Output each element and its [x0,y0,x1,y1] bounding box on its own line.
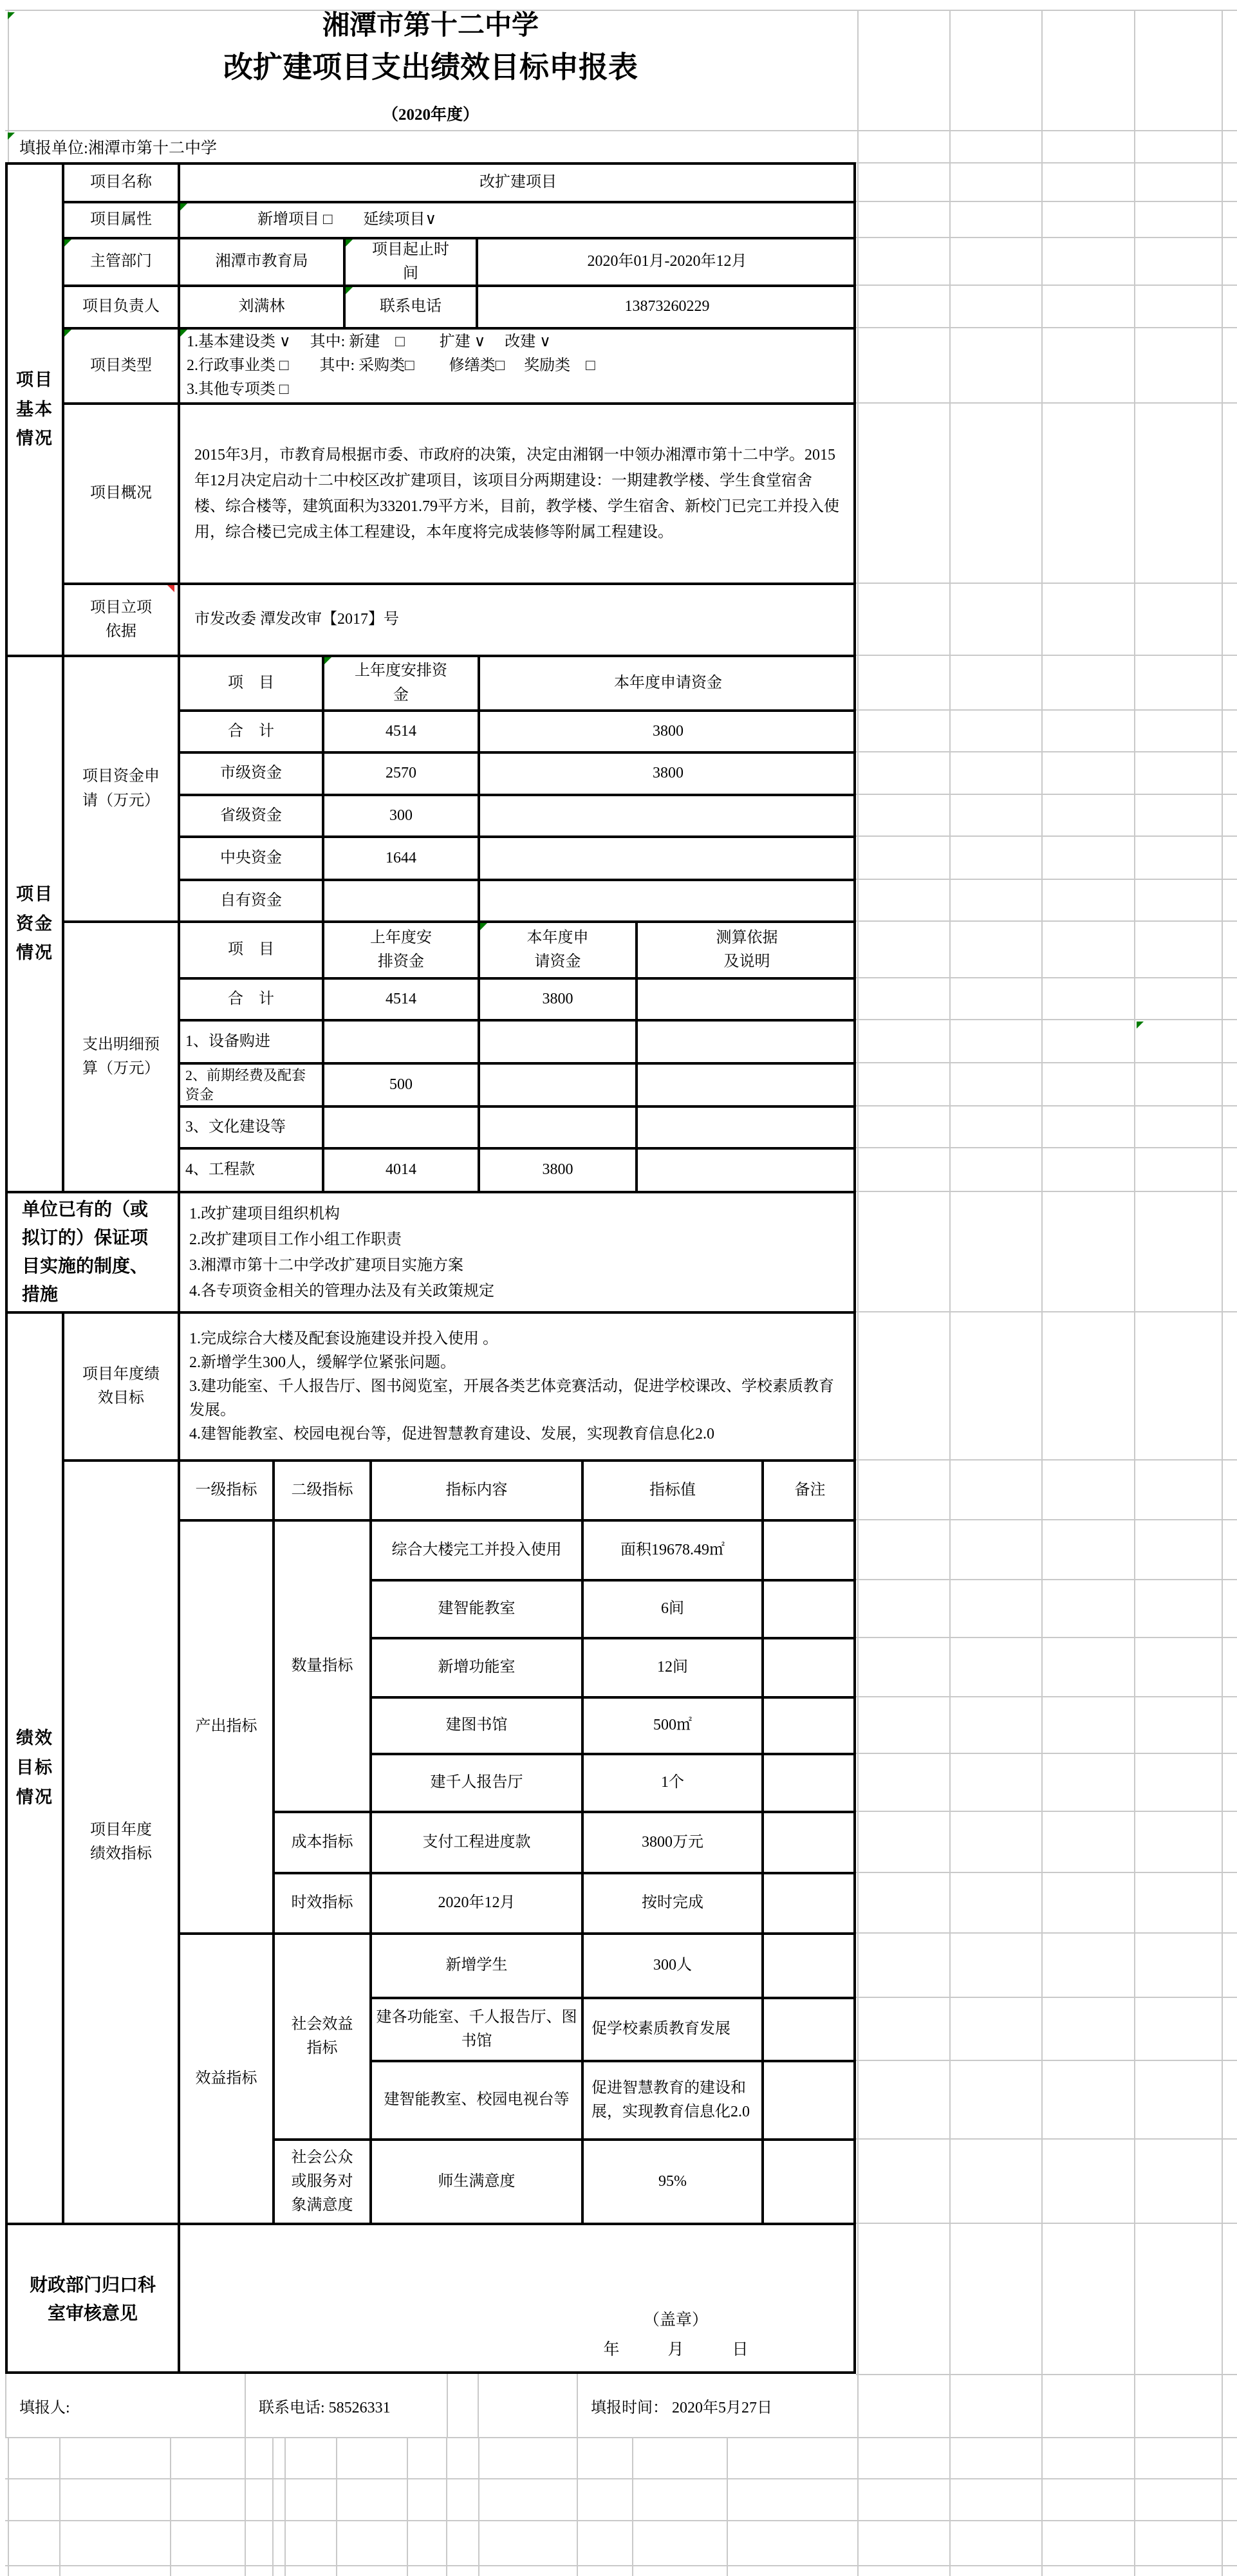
type-label: 项目类型 [62,327,178,402]
goal-line-4: 4.建智能教室、校园电视台等，促进智慧教育建设、发展，实现教育信息化2.0 [189,1425,714,1442]
detail-row-item: 2、前期经费及配套资金 [178,1062,322,1105]
indicator-content: 师生满意度 [369,2138,581,2223]
green-corner-marker [64,239,71,247]
level2-social: 社会效益指标 [272,1932,369,2138]
leader-label: 项目负责人 [62,285,178,327]
detail-col-prev: 上年度安排资金 [322,920,478,977]
indicator-note [761,1637,856,1696]
indicator-note [761,1997,856,2060]
detail-row-curr [478,1062,635,1105]
goal-line-1: 1.完成综合大楼及配套设施建设并投入使用 。 [189,1330,498,1347]
level2-quantity: 数量指标 [272,1519,369,1811]
funding-col-item: 项 目 [178,655,322,709]
funding-request-label: 项目资金申请（万元） [62,655,178,920]
detail-row-prev [322,1019,478,1062]
measure-line-3: 3.湘潭市第十二中学改扩建项目实施方案 [189,1256,463,1274]
footer-empty-cell [447,2374,478,2437]
funding-col-prev: 上年度安排资金 [322,655,478,709]
header-content: 指标内容 [369,1459,581,1519]
section-funding: 项目资金情况 [5,655,62,1191]
green-corner-marker [180,203,187,210]
green-corner-marker [180,330,187,337]
indicator-value: 95% [581,2138,761,2223]
type-line-1: 1.基本建设类 ∨ 其中: 新建 □ 扩建 ∨ 改建 ∨ [187,333,551,350]
green-corner-marker [346,287,353,294]
overview-value: 2015年3月，市教育局根据市委、市政府的决策，决定由湘钢一中领办湘潭市第十二中学。2015年12月决定启动十二中校区改扩建项目，该项目分两期建设：一期建教学楼、学生食堂宿舍楼、综合楼等，建筑面积为33201.79平方米，目前，教学楼、学生宿舍、新校门已完工并投入使用，综合楼已完成主体工程建设，本年度将完成装修等附属工程建设。 [178,402,856,583]
indicator-content: 新增功能室 [369,1637,581,1696]
measures-value [178,1191,856,1311]
type-line-3: 3.其他专项类 □ [187,381,289,398]
funding-row-item: 自有资金 [178,879,322,920]
detail-col-item: 项 目 [178,920,322,977]
indicator-value: 500㎡ [581,1696,761,1753]
project-attr-label: 项目属性 [62,201,178,237]
indicator-note [761,2138,856,2223]
indicator-note [761,1519,856,1579]
funding-row-item: 省级资金 [178,794,322,835]
funding-row-curr [478,794,856,835]
level2-satisfaction: 社会公众或服务对象满意度 [272,2138,369,2223]
indicator-content: 建各功能室、千人报告厅、图书馆 [369,1997,581,2060]
header-note: 备注 [761,1459,856,1519]
level1-benefit: 效益指标 [178,1932,272,2223]
header-level2: 二级指标 [272,1459,369,1519]
detail-row-item: 3、文化建设等 [178,1105,322,1147]
section-basic-info: 项目基本情况 [5,162,62,655]
funding-row-prev [322,879,478,920]
funding-row-item: 市级资金 [178,751,322,794]
detail-row-prev: 500 [322,1062,478,1105]
period-label: 项目起止时间 [343,237,476,285]
detail-row-curr [478,1105,635,1147]
review-value [178,2223,856,2374]
indicator-value: 12间 [581,1637,761,1696]
footer-date: 填报时间： 2020年5月27日 [577,2374,857,2437]
header-value: 指标值 [581,1459,761,1519]
indicator-value: 300人 [581,1932,761,1997]
section-performance: 绩效目标情况 [5,1311,62,2223]
measure-line-2: 2.改扩建项目工作小组工作职责 [189,1231,402,1248]
funding-col-curr: 本年度申请资金 [478,655,856,709]
measures-label: 单位已有的（或拟订的）保证项目实施的制度、措施 [5,1191,178,1311]
indicator-value: 1个 [581,1753,761,1811]
review-date-line: 年 月 日 [603,2341,749,2358]
project-name-value: 改扩建项目 [178,162,856,201]
detail-row-prev: 4014 [322,1147,478,1191]
title-row-1 [5,10,856,39]
detail-row-note [635,1105,856,1147]
funding-row-prev: 2570 [322,751,478,794]
funding-row-curr [478,879,856,920]
footer-empty-cell [478,2374,577,2437]
reporting-unit: 填报单位:湘潭市第十二中学 [19,140,217,157]
green-corner-marker [64,330,71,337]
indicator-content: 支付工程进度款 [369,1811,581,1872]
type-line-2: 2.行政事业类 □ 其中: 采购类□ 修缮类□ 奖励类 □ [187,357,595,374]
funding-row-prev: 4514 [322,709,478,751]
goal-value [178,1311,856,1459]
level2-time: 时效指标 [272,1872,369,1932]
footer-reporter: 填报人: [5,2374,245,2437]
period-value: 2020年01月-2020年12月 [476,237,856,285]
detail-row-item: 1、设备购进 [178,1019,322,1062]
green-corner-marker [8,12,15,19]
detail-row-item: 4、工程款 [178,1147,322,1191]
level1-output: 产出指标 [178,1519,272,1932]
funding-row-curr: 3800 [478,709,856,751]
detail-row-curr: 3800 [478,977,635,1019]
measure-line-4: 4.各专项资金相关的管理办法及有关政策规定 [189,1282,494,1300]
phone-label: 联系电话 [343,285,476,327]
indicator-content: 建图书馆 [369,1696,581,1753]
funding-row-item: 中央资金 [178,835,322,879]
indicator-note [761,1696,856,1753]
detail-budget-label: 支出明细预算（万元） [62,920,178,1191]
project-attr-value: 新增项目 □ 延续项目∨ [178,201,856,237]
detail-row-note [635,1019,856,1062]
indicator-value: 促学校素质教育发展 [581,1997,761,2060]
indicator-note [761,1932,856,1997]
basis-value: 市发改委 潭发改审【2017】号 [178,583,856,655]
indicator-value: 促进智慧教育的建设和展，实现教育信息化2.0 [581,2060,761,2138]
dept-label: 主管部门 [62,237,178,285]
indicator-content: 建智能教室、校园电视台等 [369,2060,581,2138]
detail-row-curr [478,1019,635,1062]
indicator-content: 综合大楼完工并投入使用 [369,1519,581,1579]
review-label: 财政部门归口科室审核意见 [5,2223,178,2374]
funding-row-curr: 3800 [478,751,856,794]
detail-row-curr: 3800 [478,1147,635,1191]
type-value [178,327,856,402]
detail-row-note [635,1147,856,1191]
green-corner-marker [8,133,15,140]
green-corner-marker [1137,1022,1144,1029]
indicator-note [761,1753,856,1811]
indicator-content: 建智能教室 [369,1579,581,1637]
leader-value: 刘满林 [178,285,343,327]
overview-label: 项目概况 [62,402,178,583]
detail-col-curr: 本年度申请资金 [478,920,635,977]
funding-row-item: 合 计 [178,709,322,751]
detail-row-prev: 4514 [322,977,478,1019]
indicator-note [761,1811,856,1872]
funding-row-prev: 300 [322,794,478,835]
indicator-value: 6间 [581,1579,761,1637]
project-name-label: 项目名称 [62,162,178,201]
indicator-content: 建千人报告厅 [369,1753,581,1811]
indicator-note [761,1872,856,1932]
indicator-value: 3800万元 [581,1811,761,1872]
form-title: 改扩建项目支出绩效目标申报表 [223,51,638,84]
measure-line-1: 1.改扩建项目组织机构 [189,1205,340,1222]
detail-row-note [635,1062,856,1105]
goal-line-2: 2.新增学生300人，缓解学位紧张问题。 [189,1354,456,1371]
indicator-note [761,2060,856,2138]
dept-value: 湘潭市教育局 [178,237,343,285]
detail-row-item: 合 计 [178,977,322,1019]
phone-value: 13873260229 [476,285,856,327]
goal-label: 项目年度绩效目标 [62,1311,178,1459]
detail-row-note [635,977,856,1019]
red-comment-marker [167,585,174,592]
goal-line-3: 3.建功能室、千人报告厅、图书阅览室，开展各类艺体竞赛活动，促进学校课改、学校素质教育发展。 [189,1377,834,1419]
header-level1: 一级指标 [178,1459,272,1519]
basis-label: 项目立项依据 [62,583,178,655]
detail-row-prev [322,1105,478,1147]
green-corner-marker [480,923,487,930]
funding-row-curr [478,835,856,879]
green-corner-marker [324,657,331,664]
footer-phone: 联系电话: 58526331 [245,2374,447,2437]
seal-text: （盖章） [643,2311,708,2329]
level2-cost: 成本指标 [272,1811,369,1872]
indicator-content: 2020年12月 [369,1872,581,1932]
form-year: （2020年度） [382,106,479,124]
funding-row-prev: 1644 [322,835,478,879]
indicator-label: 项目年度绩效指标 [62,1459,178,2223]
school-title: 湘潭市第十二中学 [322,11,539,39]
indicator-value: 面积19678.49㎡ [581,1519,761,1579]
indicator-content: 新增学生 [369,1932,581,1997]
indicator-value: 按时完成 [581,1872,761,1932]
detail-col-basis: 测算依据及说明 [635,920,856,977]
green-corner-marker [346,239,353,247]
indicator-note [761,1579,856,1637]
